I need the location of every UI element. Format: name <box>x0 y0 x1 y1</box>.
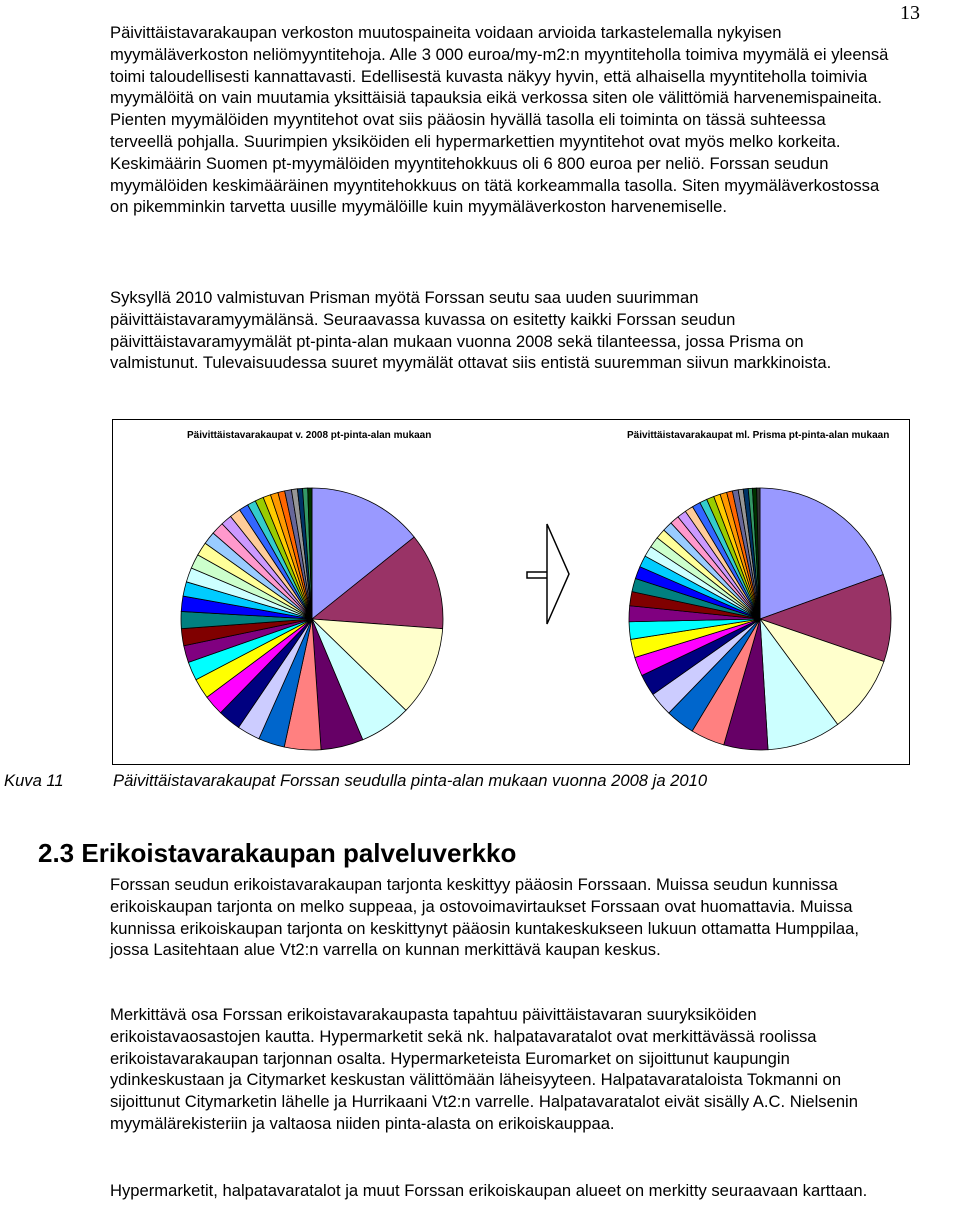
paragraph-specialty-trade: Forssan seudun erikoistavarakaupan tarjonta keskittyy pääosin Forssaan. Muissa seudun kunnissa erikoiskaupan tarjonta on melko suppeaa, ja ostovoimavirtaukset Forssaan ovat huomattavia. Muissa kunnissa erikoiskaupan tarjonta on keskittynyt pääosin kuntakeskukseen lukuun ottamatta Humppilaa, jossa Lasitehtaan alue Vt2:n varrella on kunnan merkittävä kaupan keskus. <box>110 875 859 960</box>
paragraph-prisma: Syksyllä 2010 valmistuvan Prisman myötä Forssan seutu saa uuden suurimman päivittäistavaramyymälänsä. Seuraavassa kuvassa on esitetty kaikki Forssan seudun päivittäistavaramyymälät pt-pinta-alan mukaan vuonna 2008 sekä tilanteessa, jossa Prisma on valmistunut. Tulevaisuudessa suuret myymälät ottavat siis entistä suuremman siivun markkinoista. <box>110 288 832 373</box>
paragraph-hypermarkets: Merkittävä osa Forssan erikoistavarakaupasta tapahtuu päivittäistavaran suuryksiköiden erikoistavaosastojen kautta. Hypermarketit sekä nk. halpatavaratalot ovat merkittävässä roolissa erikoistavarakaupan tarjonnan osalta. Hypermarketeista Euromarket on sijoittunut kaupungin ydinkeskustaan ja Citymarket keskustan välittömään läheisyyteen. Halpatavarataloista Tokmanni on sijoittunut Citymarketin lähelle ja Hurrikaani Vt2:n varrelle. Halpatavaratalot eivät sisälly A.C. Nielsenin myymälärekisteriin ja valtaosa niiden pinta-alasta on erikoiskauppaa. <box>110 1005 858 1133</box>
right-arrow-icon <box>527 524 569 624</box>
pie-chart-2008 <box>181 488 443 750</box>
page-number: 13 <box>900 2 920 24</box>
section-heading: 2.3 Erikoistavarakaupan palveluverkko <box>38 838 517 868</box>
pie-chart-prisma <box>629 488 891 750</box>
paragraph-sales-efficiency: Päivittäistavarakaupan verkoston muutospaineita voidaan arvioida tarkastelemalla nykyisen myymäläverkoston neliömyyntitehoja. Alle 3 000 euroa/my-m2:n myyntiteholla toimiva myymälä ei yleensä toimi taloudellisesti kannattavasti. Edellisestä kuvasta näkyy hyvin, että alhaisella myyntiteholla toimivia myymälöitä on vain muutamia yksittäisiä tapauksia eikä verkossa siten ole välittömiä harvenemispaineita. Pienten myymälöiden myyntitehot ovat siis pääosin hyvällä tasolla eli toiminta on tässä suhteessa terveellä pohjalla. Suurimpien yksiköiden eli hypermarkettien myyntitehot ovat myös melko korkeita. Keskimäärin Suomen pt-myymälöiden myyntitehokkuus oli 6 800 euroa per neliö. Forssan seudun myymälöiden keskimääräinen myyntitehokkuus on tätä korkeammalla tasolla. Siten myymäläverkostossa on pikemminkin tarvetta uusille myymälöille kuin myymäläverkoston harvenemiselle. <box>110 23 889 217</box>
figure-pie-charts <box>112 419 910 765</box>
pie-charts-svg <box>113 420 911 766</box>
figure-caption-label: Kuva 11 <box>4 771 64 790</box>
chart-title-prisma: Päivittäistavarakaupat ml. Prisma pt-pinta-alan mukaan <box>627 430 890 441</box>
paragraph-map-intro: Hypermarketit, halpatavaratalot ja muut Forssan erikoiskaupan alueet on merkitty seuraavaan karttaan. <box>110 1181 868 1200</box>
figure-caption-text: Päivittäistavarakaupat Forssan seudulla pinta-alan mukaan vuonna 2008 ja 2010 <box>113 771 708 790</box>
chart-title-2008: Päivittäistavarakaupat v. 2008 pt-pinta-alan mukaan <box>187 430 432 441</box>
